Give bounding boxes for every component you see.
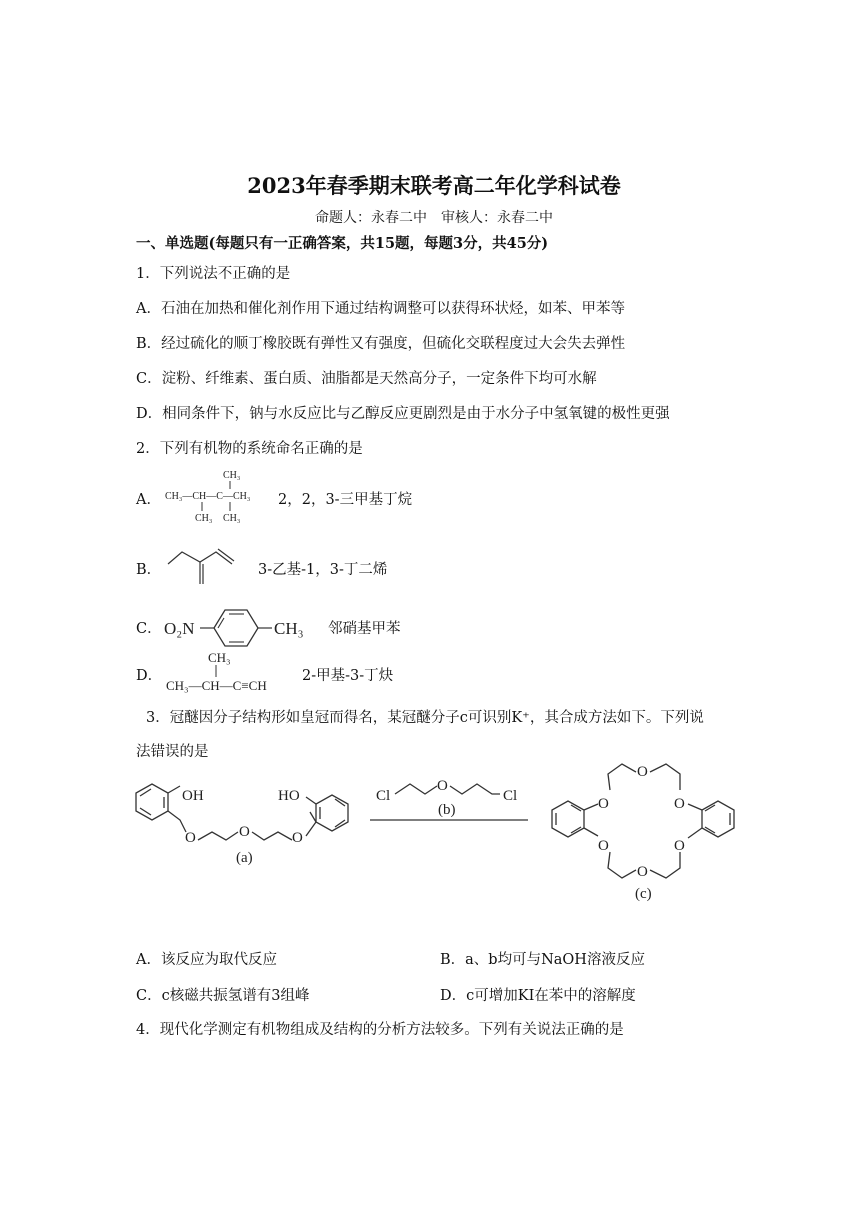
q2-stem: 2．下列有机物的系统命名正确的是 xyxy=(136,441,363,457)
q1-stem: 1．下列说法不正确的是 xyxy=(136,266,291,282)
section-heading: 一、单选题(每题只有一正确答案，共15题，每题3分，共45分) xyxy=(136,235,549,252)
label-b: (b) xyxy=(438,802,456,818)
q3-option-b: B．a、b均可与NaOH溶液反应 xyxy=(440,952,645,968)
ether-oxygen: O xyxy=(437,778,448,794)
q2-option-b-name: 3-乙基-1，3-丁二烯 xyxy=(258,562,388,578)
q2-option-b-label: B． xyxy=(136,562,162,578)
benzene-ring-a-left xyxy=(136,784,168,820)
nitro-group: O₂N xyxy=(164,619,195,638)
crown-oxygen: O xyxy=(637,864,648,880)
chlorine-1: Cl xyxy=(376,788,391,804)
chlorine-2: Cl xyxy=(503,788,518,804)
methyl-group: CH₃ xyxy=(274,619,304,638)
benzene-ring-c-left xyxy=(552,801,584,837)
q2-option-c-name: 邻硝基甲苯 xyxy=(328,621,401,637)
q2-option-c-label: C． xyxy=(136,621,162,637)
q4-stem: 4．现代化学测定有机物组成及结构的分析方法较多。下列有关说法正确的是 xyxy=(136,1022,624,1038)
crown-oxygen: O xyxy=(598,838,609,854)
main-chain: CH₃—CH—C—CH₃ xyxy=(165,491,251,502)
q1-option-d: D．相同条件下，钠与水反应比与乙醇反应更剧烈是由于水分子中氢氧键的极性更强 xyxy=(136,406,670,422)
ch3-bottom-1: CH₃ xyxy=(195,513,213,524)
label-c: (c) xyxy=(635,886,652,902)
label-a: (a) xyxy=(236,850,253,866)
oh-group-1: OH xyxy=(182,788,204,804)
q2-option-a-label: A． xyxy=(136,492,161,508)
ch3-top: CH₃ xyxy=(223,470,241,481)
q3-option-c: C．c核磁共振氢谱有3组峰 xyxy=(136,988,310,1004)
q3-stem-line1: 3．冠醚因分子结构形如皇冠而得名，某冠醚分子c可识别K⁺，其合成方法如下。下列说 xyxy=(146,710,704,726)
ether-oxygen: O xyxy=(239,824,250,840)
alkyne-chain: CH₃—CH—C≡CH xyxy=(166,678,267,693)
ether-oxygen: O xyxy=(185,830,196,846)
q2-option-d-name: 2-甲基-3-丁炔 xyxy=(302,668,394,684)
q3-stem-line2: 法错误的是 xyxy=(136,744,209,760)
ch3-branch: CH₃ xyxy=(208,650,231,665)
crown-oxygen: O xyxy=(674,838,685,854)
page-title: 2023年春季期末联考高二年化学科试卷 xyxy=(247,173,621,198)
authors-line: 命题人：永春二中 审核人：永春二中 xyxy=(315,210,553,226)
q3-option-a: A．该反应为取代反应 xyxy=(136,952,277,968)
q3-option-d: D．c可增加KI在苯中的溶解度 xyxy=(440,988,636,1004)
benzene-ring-c-right xyxy=(702,801,734,837)
crown-oxygen: O xyxy=(674,796,685,812)
ch3-bottom-2: CH₃ xyxy=(223,513,241,524)
q2-option-a-name: 2，2，3-三甲基丁烷 xyxy=(278,492,413,508)
oh-group-2: HO xyxy=(278,788,300,804)
q2-option-d-label: D． xyxy=(136,668,163,684)
crown-oxygen: O xyxy=(598,796,609,812)
q1-option-c: C．淀粉、纤维素、蛋白质、油脂都是天然高分子，一定条件下均可水解 xyxy=(136,371,597,387)
q1-option-a: A．石油在加热和催化剂作用下通过结构调整可以获得环状烃，如苯、甲苯等 xyxy=(136,301,625,317)
ether-oxygen: O xyxy=(292,830,303,846)
benzene-ring-a-right xyxy=(316,795,348,831)
crown-oxygen: O xyxy=(637,764,648,780)
q1-option-b: B．经过硫化的顺丁橡胶既有弹性又有强度，但硫化交联程度过大会失去弹性 xyxy=(136,336,626,352)
